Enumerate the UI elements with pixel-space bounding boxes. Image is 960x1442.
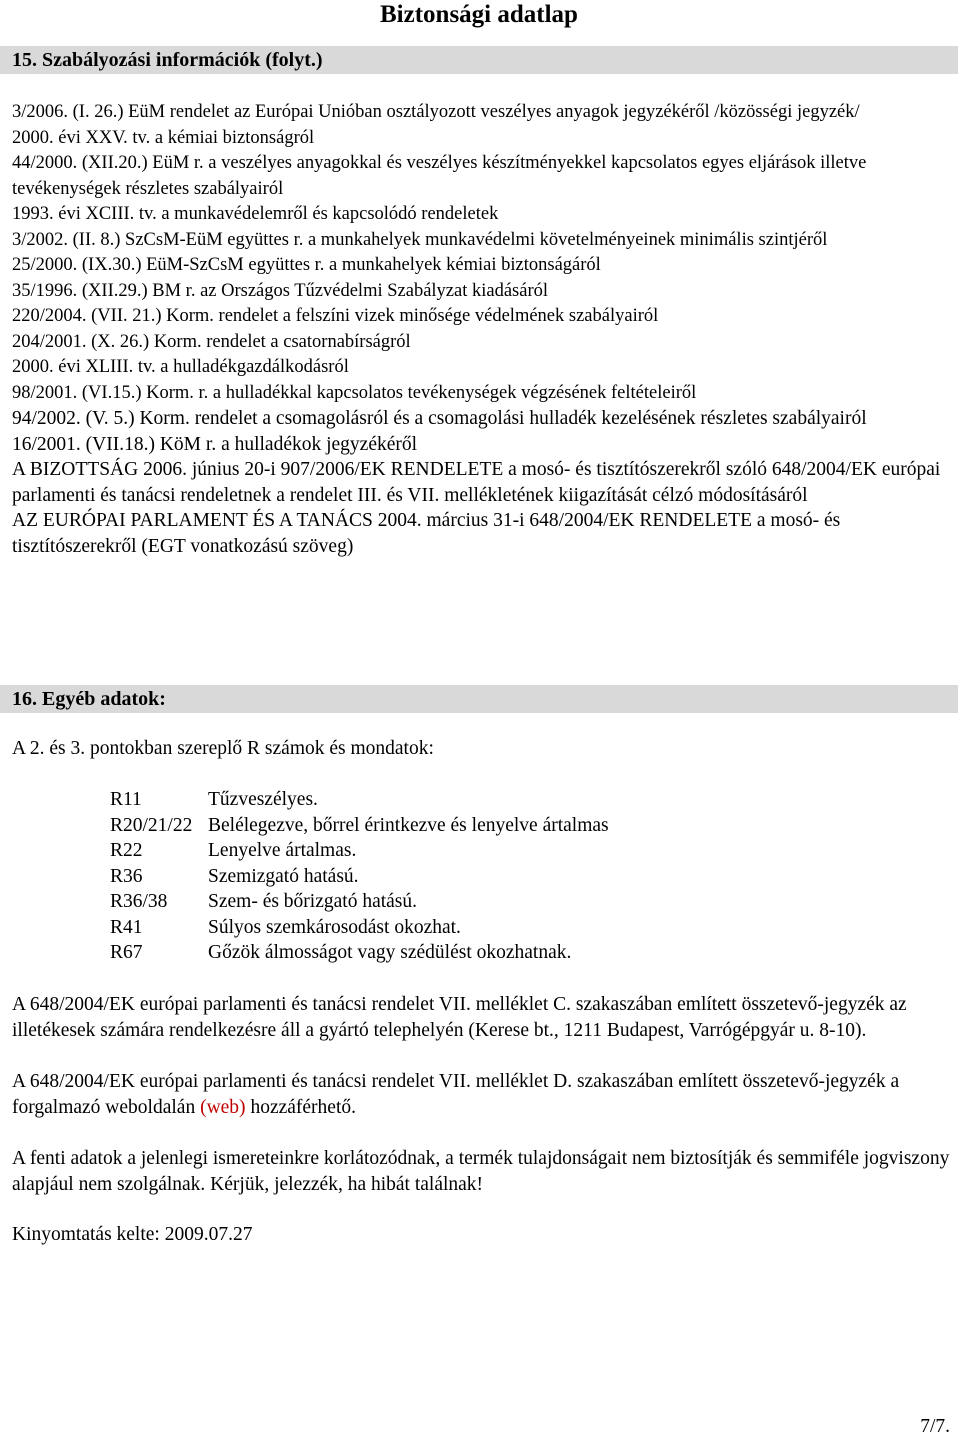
regulation-item: 220/2004. (VII. 21.) Korm. rendelet a felszíni vizek minősége védelmének szabályairól: [12, 306, 659, 326]
regulation-item: 204/2001. (X. 26.) Korm. rendelet a csatornabírságról: [12, 331, 411, 352]
document-title: Biztonsági adatlap: [380, 1, 578, 28]
r-phrase-text: Szemizgató hatású.: [208, 865, 359, 887]
disclaimer-paragraph: A fenti adatok a jelenlegi ismereteinkre korlátozódnak, a termék tulajdonságait nem biztosítják és semmiféle jogviszony alapjául nem szolgálnak. Kérjük, jelezzék, ha hibát találnak!: [12, 1148, 950, 1195]
r-phrase-row: [110, 889, 609, 915]
r-phrase-text: Súlyos szemkárosodást okozhat.: [208, 916, 461, 938]
web-link[interactable]: (web): [200, 1096, 246, 1118]
r-phrases-intro: A 2. és 3. pontokban szereplő R számok és mondatok:: [12, 738, 434, 759]
ingredients-web-text: A 648/2004/EK európai parlamenti és tanácsi rendelet VII. melléklet D. szakaszában említett összetevő-jegyzék a forgalmazó weboldalán: [12, 1071, 900, 1118]
r-phrases-table: [110, 787, 609, 966]
print-date: Kinyomtatás kelte: 2009.07.27: [12, 1224, 253, 1245]
section-16-header: 16. Egyéb adatok:: [0, 685, 958, 713]
regulation-item: 3/2006. (I. 26.) EüM rendelet az Európai Unióban osztályozott veszélyes anyagok jegyzékéről /közösségi jegyzék/: [12, 102, 860, 122]
regulation-item: 25/2000. (IX.30.) EüM-SzCsM együttes r. a munkahelyek kémiai biztonságáról: [12, 255, 601, 275]
r-phrase-text: Gőzök álmosságot vagy szédülést okozhatnak.: [208, 942, 572, 963]
regulation-list: [12, 100, 952, 559]
ingredients-web-paragraph: [12, 1069, 952, 1120]
r-phrase-code: R41: [110, 916, 143, 938]
regulation-item: 3/2002. (II. 8.) SzCsM-EüM együttes r. a munkahelyek munkavédelmi követelményeinek minimális szintjéről: [12, 229, 828, 250]
regulation-item: 16/2001. (VII.18.) KöM r. a hulladékok jegyzékéről: [12, 433, 418, 455]
r-phrase-row: [110, 915, 609, 941]
page-number: 7/7.: [920, 1416, 950, 1437]
regulation-item: AZ EURÓPAI PARLAMENT ÉS A TANÁCS 2004. március 31-i 648/2004/EK RENDELETE a mosó- és tisztítószerekről (EGT vonatkozású szöveg): [12, 510, 841, 557]
r-phrase-row: [110, 940, 609, 966]
r-phrase-code: R11: [110, 789, 142, 810]
r-phrase-row: [110, 813, 609, 839]
r-phrase-code: R22: [110, 840, 143, 861]
regulation-item: 35/1996. (XII.29.) BM r. az Országos Tűzvédelmi Szabályzat kiadásáról: [12, 280, 549, 301]
ingredients-web-suffix: hozzáférhető.: [245, 1096, 356, 1118]
r-phrase-code: R67: [110, 942, 143, 963]
regulation-item: A BIZOTTSÁG 2006. június 20-i 907/2006/EK RENDELETE a mosó- és tisztítószerekről szóló 648/2004/EK európai parlamenti és tanácsi rendeletnek a rendelet III. és VII. mellékletének kiigazítását célzó módosításáról: [12, 459, 941, 506]
regulation-item: 1993. évi XCIII. tv. a munkavédelemről és kapcsolódó rendeletek: [12, 204, 499, 224]
regulation-item: 44/2000. (XII.20.) EüM r. a veszélyes anyagokkal és veszélyes készítményekkel kapcsolatos egyes eljárások illetve tevékenységek részletes szabályairól: [12, 153, 867, 199]
ingredients-availability-paragraph: A 648/2004/EK európai parlamenti és tanácsi rendelet VII. melléklet C. szakaszában említett összetevő-jegyzék az illetékesek számára rendelkezésre áll a gyártó telephelyén (Kerese bt., 1211 Budapest, Varrógépgyár u. 8-10).: [12, 994, 907, 1041]
r-phrase-code: R36/38: [110, 891, 168, 912]
r-phrase-row: [110, 838, 609, 864]
section-15-header: 15. Szabályozási információk (folyt.): [0, 46, 958, 74]
r-phrase-code: R36: [110, 865, 143, 887]
r-phrase-text: Belélegezve, bőrrel érintkezve és lenyelve ártalmas: [208, 814, 609, 836]
r-phrase-text: Tűzveszélyes.: [208, 789, 318, 810]
r-phrase-text: Lenyelve ártalmas.: [208, 840, 357, 861]
r-phrase-row: [110, 787, 609, 813]
regulation-item: 2000. évi XLIII. tv. a hulladékgazdálkodásról: [12, 357, 349, 377]
r-phrase-code: R20/21/22: [110, 814, 193, 836]
r-phrase-text: Szem- és bőrizgató hatású.: [208, 891, 418, 912]
regulation-item: 98/2001. (VI.15.) Korm. r. a hulladékkal kapcsolatos tevékenységek végzésének feltételeiről: [12, 382, 697, 403]
r-phrase-row: [110, 864, 609, 890]
regulation-item: 94/2002. (V. 5.) Korm. rendelet a csomagolásról és a csomagolási hulladék kezelésének részletes szabályairól: [12, 408, 867, 429]
regulation-item: 2000. évi XXV. tv. a kémiai biztonságról: [12, 127, 315, 148]
